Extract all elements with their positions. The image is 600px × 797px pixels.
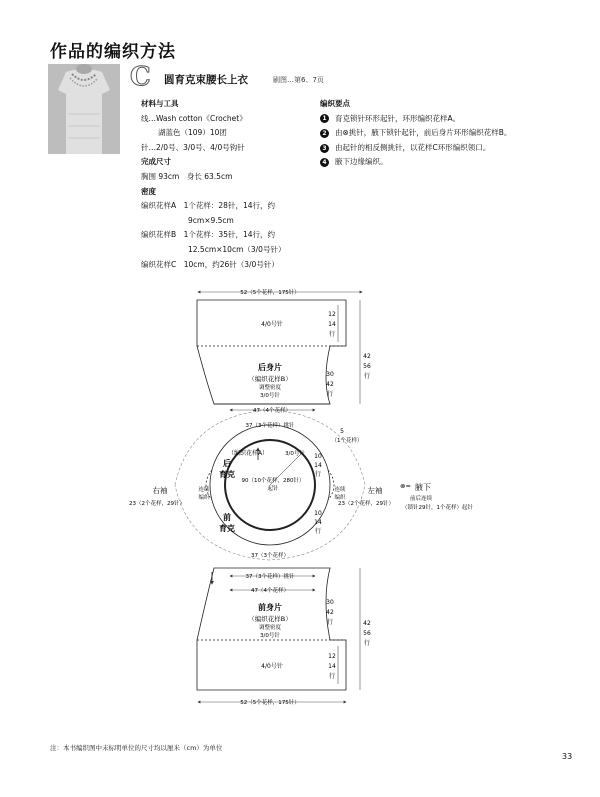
- front-band-rows: 12: [328, 653, 336, 660]
- footnote: 注：本书编织图中未标明单位的尺寸均以厘米（cm）为单位: [50, 744, 223, 752]
- front-body-rows: 30: [326, 599, 334, 606]
- page-title: 作品的编织方法: [50, 42, 176, 62]
- svg-text:56: 56: [363, 363, 371, 370]
- materials-heading: 材料与工具: [141, 99, 179, 108]
- legend-line3: （锁针29针，1个花样）起针: [402, 505, 473, 511]
- right-join: 连续: [198, 487, 210, 493]
- gauge-b-size: 12.5cm×10cm（3/0号针）: [188, 244, 286, 254]
- left-sleeve-label: 左袖: [367, 486, 383, 495]
- yoke-pattern: （编织花样A）: [227, 450, 269, 457]
- points-heading: 编织要点: [320, 99, 350, 108]
- svg-text:56: 56: [363, 630, 371, 637]
- yoke-hook: 3/0号针: [285, 451, 305, 457]
- front-length: 42: [363, 620, 371, 627]
- left-join: 连续: [334, 487, 346, 493]
- svg-text:育克: 育克: [219, 524, 235, 533]
- svg-text:行: 行: [314, 471, 322, 478]
- svg-text:行: 行: [328, 673, 336, 680]
- yoke-rows: 10: [314, 453, 322, 460]
- back-band-hook: 4/0号针: [261, 321, 283, 328]
- gauge-b-line: 编织花样B 1个花样：35针，14行，约: [141, 230, 276, 240]
- svg-text:行: 行: [326, 391, 334, 398]
- svg-text:14: 14: [328, 321, 336, 328]
- back-hook: 3/0号针: [260, 393, 280, 399]
- item-letter: C: [130, 62, 151, 92]
- yoke-one-pattern: （1个花样）: [331, 438, 363, 444]
- legend-line2: 前后连续: [410, 496, 433, 502]
- legend-text: 腋下: [415, 483, 431, 492]
- left-sleeve-sub: 23（2个花样，29针）: [338, 501, 394, 507]
- yoke-bottom-width: 37（3个花样）: [251, 553, 289, 559]
- point-item: 4 腋下边缘编织。: [320, 155, 550, 170]
- svg-text:行: 行: [363, 640, 371, 647]
- front-band-hook: 4/0号针: [261, 663, 283, 670]
- svg-text:14: 14: [314, 462, 322, 469]
- back-band-rows: 12: [328, 311, 336, 318]
- svg-text:14: 14: [314, 519, 322, 526]
- front-yoke-label: 前: [223, 513, 231, 522]
- back-body-rows: 30: [326, 371, 334, 378]
- front-pattern: （编织花样B）: [248, 615, 292, 623]
- point-item: 1 育克锁针环形起针，环形编织花样A。: [320, 112, 550, 127]
- yoke-five: 5: [340, 428, 344, 435]
- gauge-a-line: 编织花样A 1个花样：28针，14行，约: [141, 201, 275, 211]
- back-piece-name: 后身片: [258, 363, 282, 372]
- needle-line: 针…2/0号、3/0号、4/0号钩针: [141, 142, 245, 152]
- right-sleeve-sub: 23（2个花样，29针）: [129, 501, 185, 507]
- yoke-rows-bottom: 10: [314, 510, 322, 517]
- svg-text:42: 42: [326, 381, 334, 388]
- back-adjust: 调整密度: [258, 385, 282, 391]
- back-width-47: 47（4个花样）: [253, 408, 291, 414]
- item-page-ref: 刷图…第6、7页: [273, 76, 324, 84]
- yoke: [175, 410, 365, 560]
- right-sleeve-label: 右袖: [152, 486, 168, 495]
- color-line: 湖蓝色（109）10团: [158, 128, 227, 138]
- svg-text:编织: 编织: [334, 495, 346, 501]
- svg-text:育克: 育克: [219, 470, 235, 479]
- gauge-c-line: 编织花样C 10cm，约26针（3/0号针）: [141, 259, 279, 269]
- front-hook: 3/0号针: [260, 633, 280, 639]
- size-line: 胸围 93cm 身长 63.5cm: [141, 171, 233, 181]
- gauge-a-size: 9cm×9.5cm: [188, 215, 234, 225]
- front-bottom-width: 52（5个花样，175针）: [240, 700, 300, 706]
- back-top-width: 52（5个花样，175针）: [240, 290, 300, 296]
- svg-text:行: 行: [363, 373, 371, 380]
- front-width-47: 47（4个花样）: [251, 588, 289, 594]
- point-item: 3 由起针的相反侧挑针，以花样C环形编织领口。: [320, 141, 550, 156]
- svg-text:行: 行: [328, 331, 336, 338]
- point-item: 2 由⊗挑针，腋下锁针起针，前后身片环形编织花样B。: [320, 126, 550, 141]
- gauge-heading: 密度: [141, 186, 156, 196]
- svg-text:42: 42: [326, 609, 334, 616]
- svg-text:行: 行: [326, 619, 334, 626]
- svg-text:编织: 编织: [198, 495, 210, 501]
- yoke-inner-width: 90（10个花样，280针）: [241, 478, 305, 484]
- page-number: 33: [562, 752, 573, 761]
- svg-text:14: 14: [328, 663, 336, 670]
- item-title: 圆育克束腰长上衣: [164, 74, 248, 86]
- svg-text:行: 行: [314, 528, 322, 535]
- size-heading: 完成尺寸: [141, 157, 171, 167]
- yoke-start: 起针: [267, 486, 279, 492]
- back-pattern: （编织花样B）: [248, 375, 292, 383]
- yarn-line: 线…Wash cotton《Crochet》: [141, 113, 247, 123]
- front-width-37: 37（3个花样）挑针: [245, 574, 295, 580]
- yoke-outer-width: 37（3个花样）挑针: [245, 423, 295, 429]
- back-yoke-label: 后: [223, 459, 231, 468]
- legend-symbol: ⊗=: [400, 482, 411, 490]
- front-adjust: 调整密度: [258, 625, 282, 631]
- back-length: 42: [363, 353, 371, 360]
- front-piece-name: 前身片: [258, 603, 282, 612]
